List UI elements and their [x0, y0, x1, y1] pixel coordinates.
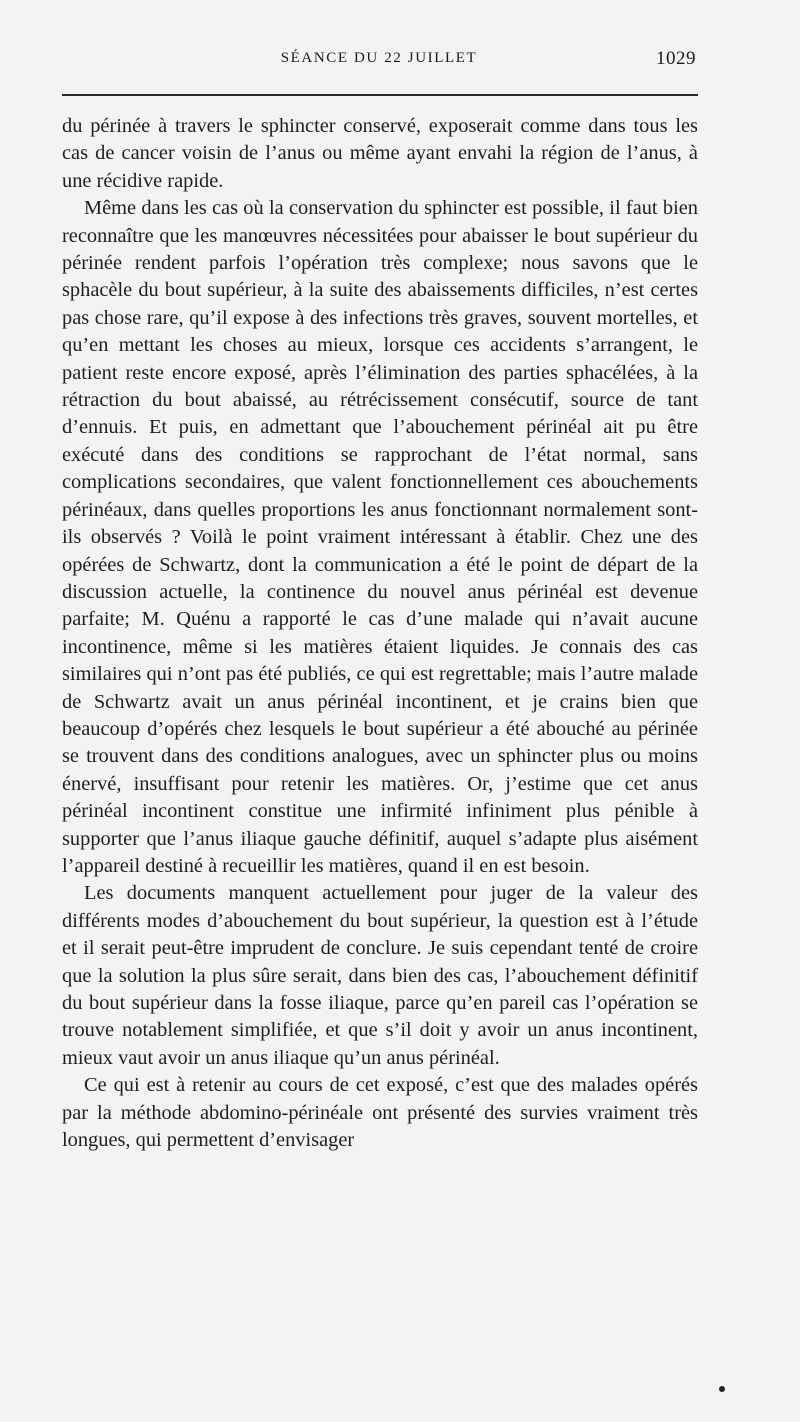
ink-speck [719, 1386, 725, 1392]
header-rule [62, 94, 698, 96]
paragraph-3: Les documents manquent actuellement pour juger de la valeur des différents modes d’abouchement du bout supérieur, la question est à l’étude et il serait peut-être imprudent de conclure. Je suis cependant tenté de croire que la solution la plus sûre serait, dans bien des cas, l’abouchement définitif du bout supérieur dans la fosse iliaque, parce qu’en pareil cas l’opération se trouve notablement simplifiée, et que s’il doit y avoir un anus incontinent, mieux vaut avoir un anus iliaque qu’un anus périnéal. [62, 882, 698, 1069]
body-text [62, 113, 698, 1154]
running-header [62, 50, 696, 76]
paragraph-1: du périnée à travers le sphincter conservé, exposerait comme dans tous les cas de cancer voisin de l’anus ou même ayant envahi la région de l’anus, à une récidive rapide. [62, 115, 698, 192]
header-title: SÉANCE DU 22 JUILLET [280, 50, 478, 66]
paragraph-4: Ce qui est à retenir au cours de cet exposé, c’est que des malades opérés par la méthode abdomino-périnéale ont présenté des survies vraiment très longues, qui permettent d’envisager [62, 1074, 698, 1152]
page-number: 1029 [656, 48, 696, 69]
paragraph-2: Même dans les cas où la conservation du sphincter est possible, il faut bien reconnaître que les manœuvres nécessitées pour abaisser le bout supérieur du périnée rendent parfois l’opération très complexe; nous savons que le sphacèle du bout supérieur, à la suite des abaissements difficiles, n’est certes pas chose rare, qu’il expose à des infections très graves, souvent mortelles, et qu’en mettant les choses au mieux, lorsque ces accidents s’arrangent, le patient reste encore exposé, après l’élimination des parties sphacélées, à la rétraction du bout abaissé, au rétrécissement consécutif, source de tant d’ennuis. Et puis, en admettant que l’abouchement périnéal ait pu être exécuté dans des conditions se rapprochant de l’état normal, sans complications secondaires, que valent fonctionnellement ces abouchements périnéaux, dans quelles proportions les anus fonctionnant normalement sont-ils observés ? Voilà le point vraiment intéressant à établir. Chez une des opérées de Schwartz, dont la communication a été le point de départ de la discussion actuelle, la continence du nouvel anus périnéal est devenue parfaite; M. Quénu a rapporté le cas d’une malade qui n’avait aucune incontinence, même si les matières étaient liquides. Je connais des cas similaires qui n’ont pas été publiés, ce qui est regrettable; mais l’autre malade de Schwartz avait un anus périnéal incontinent, et je crains bien que beaucoup d’opérés chez lesquels le bout supérieur a été abouché au périnée se trouvent dans des conditions analogues, avec un sphincter plus ou moins énervé, insuffisant pour retenir les matières. Or, j’estime que cet anus périnéal incontinent constitue une infirmité infiniment plus pénible à supporter que l’anus iliaque gauche définitif, auquel s’adapte plus aisément l’appareil destiné à recueillir les matières, quand il en est besoin. [62, 197, 698, 877]
